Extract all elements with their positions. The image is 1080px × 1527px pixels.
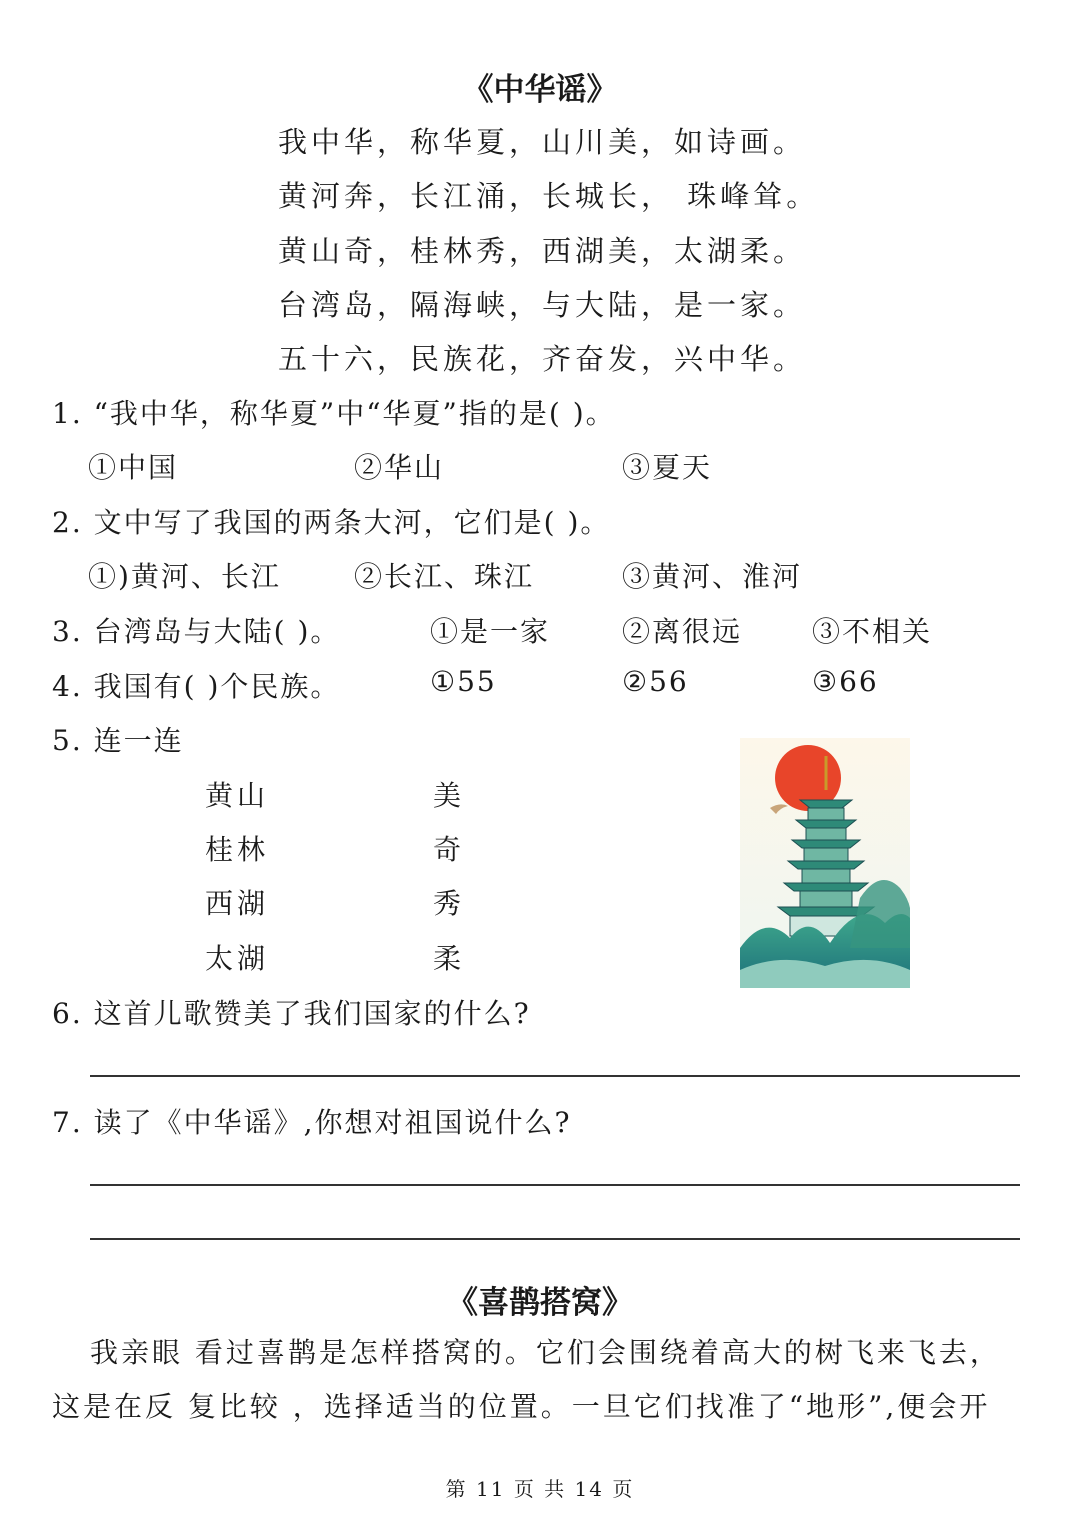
- passage-line: 这是在反 复比较 ，选择适当的位置。一旦它们找准了“地形”,便会开: [52, 1390, 991, 1423]
- poem-line: 我中华，称华夏，山川美，如诗画。: [278, 125, 807, 159]
- match-right-item: 奇: [433, 833, 466, 866]
- option: ②华山: [354, 451, 445, 484]
- option: ③66: [812, 665, 879, 698]
- pagoda-illustration: [740, 738, 910, 988]
- answer-line[interactable]: [90, 1075, 1020, 1077]
- question-3: 3. 台湾岛与大陆( )。: [52, 615, 341, 648]
- poem-line: 五十六，民族花，齐奋发，兴中华。: [278, 342, 807, 376]
- poem-line: 台湾岛，隔海峡，与大陆，是一家。: [278, 288, 807, 322]
- poem-line: 黄山奇，桂林秀，西湖美，太湖柔。: [278, 234, 807, 268]
- option: ②长江、珠江: [354, 560, 535, 593]
- answer-line[interactable]: [90, 1238, 1020, 1240]
- option: ①中国: [88, 451, 179, 484]
- option: ①是一家: [430, 615, 551, 648]
- poem-line: 黄河奔，长江涌，长城长， 珠峰耸。: [278, 179, 820, 213]
- match-left-item: 桂林: [205, 833, 270, 866]
- match-right-item: 美: [433, 779, 466, 812]
- option: ③夏天: [622, 451, 713, 484]
- option: ③黄河、淮河: [622, 560, 803, 593]
- match-right-item: 秀: [433, 887, 466, 920]
- question-4: 4. 我国有( )个民族。: [52, 670, 341, 703]
- match-left-item: 太湖: [205, 942, 270, 975]
- passage-line: 我亲眼 看过喜鹊是怎样搭窝的。它们会围绕着高大的树飞来飞去，: [90, 1336, 1001, 1369]
- question-6: 6. 这首儿歌赞美了我们国家的什么?: [52, 997, 531, 1030]
- passage-title: 《喜鹊搭窝》: [447, 1285, 633, 1321]
- option: ①55: [430, 665, 497, 698]
- match-left-item: 黄山: [205, 779, 270, 812]
- match-right-item: 柔: [433, 942, 466, 975]
- answer-line[interactable]: [90, 1184, 1020, 1186]
- option: ②离很远: [622, 615, 743, 648]
- match-left-item: 西湖: [205, 887, 270, 920]
- question-2: 2. 文中写了我国的两条大河，它们是( )。: [52, 506, 611, 539]
- page-footer: 第 11 页 共 14 页: [445, 1477, 635, 1501]
- question-1: 1. “我中华，称华夏”中“华夏”指的是( )。: [52, 397, 616, 430]
- option: ③不相关: [812, 615, 933, 648]
- option: ②56: [622, 665, 689, 698]
- option: ①)黄河、长江: [88, 560, 281, 593]
- question-5: 5. 连一连: [52, 724, 184, 757]
- question-7: 7. 读了《中华谣》,你想对祖国说什么?: [52, 1106, 572, 1139]
- poem-title: 《中华谣》: [462, 72, 618, 108]
